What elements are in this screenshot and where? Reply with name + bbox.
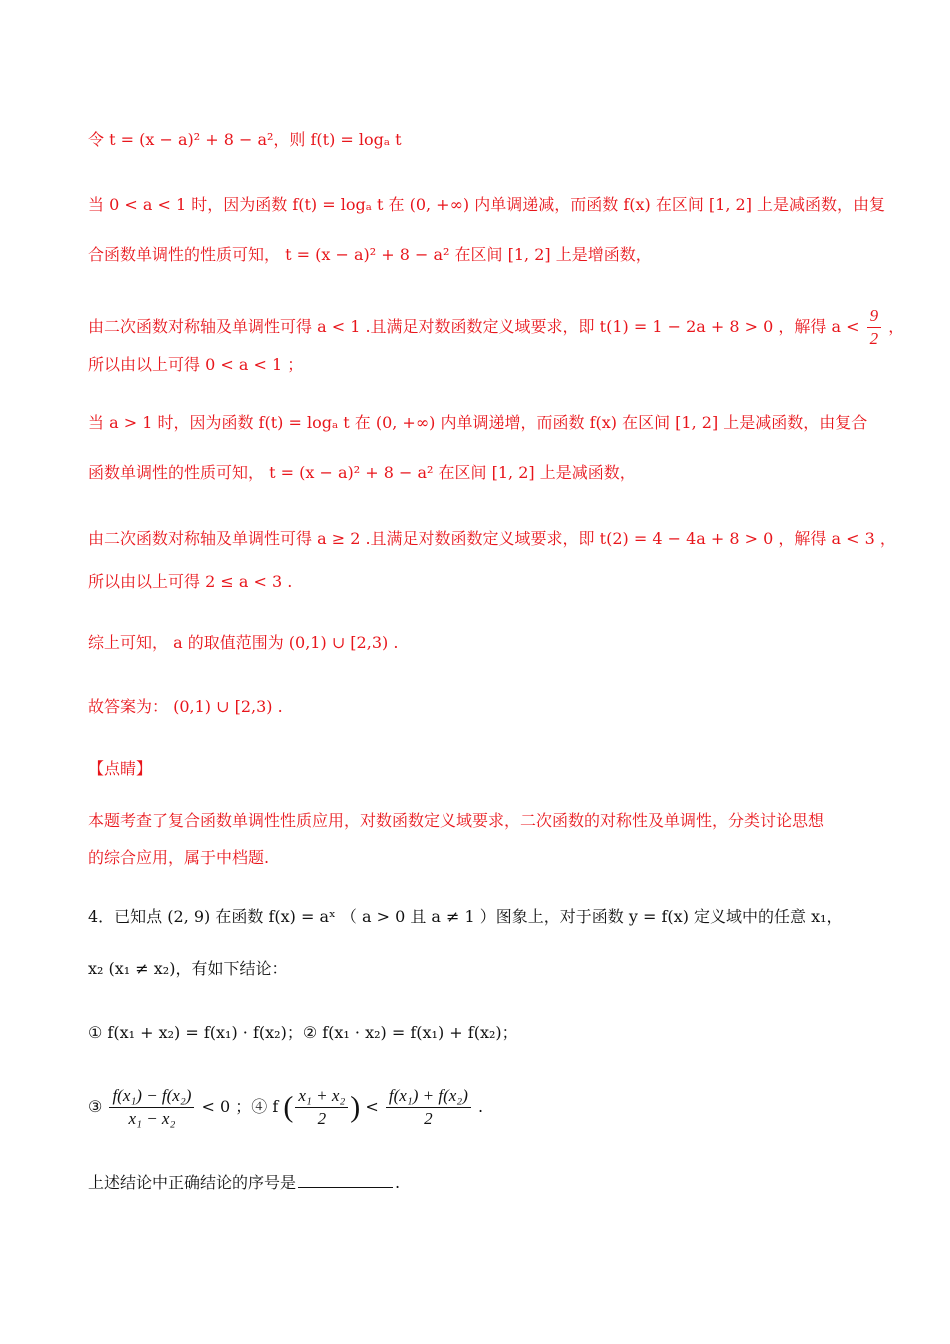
case2-line1: 当 a > 1 时，因为函数 f(t) = logₐ t 在 (0, +∞) 内单调递增，而函数 f(x) 在区间 [1, 2] 上是减函数，由复合 [88, 413, 868, 432]
summary-line: 综上可知， a 的取值范围为 (0,1) ∪ [2,3) . [88, 633, 399, 652]
fraction-numerator: f(x₁) − f(x₂) [109, 1085, 194, 1108]
case1-line3-end: ， [888, 317, 905, 336]
case1-line1: 当 0 < a < 1 时，因为函数 f(t) = logₐ t 在 (0, +∞) 内单调递减，而函数 f(x) 在区间 [1, 2] 上是减函数，由复 [88, 195, 886, 214]
case2-conclusion: 所以由以上可得 2 ≤ a < 3 . [88, 572, 293, 591]
statement-4-end: . [477, 1097, 484, 1116]
comment-line1: 本题考查了复合函数单调性性质应用，对数函数定义域要求，二次函数的对称性及单调性，分类讨论思想 [88, 811, 825, 830]
average-fraction [386, 1085, 471, 1130]
case1-line2: 合函数单调性的性质可知， t = (x − a)² + 8 − a² 在区间 [1, 2] 上是增函数， [88, 245, 652, 264]
statement-3-marker: ③ [88, 1097, 103, 1116]
prompt-end: . [395, 1173, 401, 1192]
fraction-numerator: x₁ + x₂ [295, 1085, 348, 1108]
fraction-nine-halves [867, 305, 882, 350]
case2-line2: 函数单调性的性质可知， t = (x − a)² + 8 − a² 在区间 [1, 2] 上是减函数， [88, 463, 636, 482]
question-stem-line2: x₂ (x₁ ≠ x₂)，有如下结论： [88, 959, 288, 978]
less-than-sign: < [365, 1097, 379, 1116]
statements-3-4 [88, 1082, 890, 1133]
case2-line3: 由二次函数对称轴及单调性可得 a ≥ 2 .且满足对数函数定义域要求，即 t(2) = 4 − 4a + 8 > 0 ，解得 a < 3 ， [88, 529, 896, 548]
comment-heading: 【点睛】 [88, 759, 153, 778]
prompt-text: 上述结论中正确结论的序号是 [88, 1173, 297, 1192]
case1-conclusion: 所以由以上可得 0 < a < 1 ； [88, 355, 304, 374]
case1-line3-text: 由二次函数对称轴及单调性可得 a < 1 .且满足对数函数定义域要求，即 t(1) = 1 − 2a + 8 > 0 ，解得 a < [88, 317, 860, 336]
comment-line2: 的综合应用，属于中档题. [88, 848, 270, 867]
fraction-denominator: 2 [424, 1109, 433, 1128]
fraction-denominator: x₁ − x₂ [128, 1109, 176, 1128]
fraction-numerator: f(x₁) + f(x₂) [386, 1085, 471, 1108]
question-stem-line1: 4．已知点 (2, 9) 在函数 f(x) = aˣ （ a > 0 且 a ≠ 1 ）图象上，对于函数 y = f(x) 定义域中的任意 x₁， [88, 907, 843, 926]
question-prompt [88, 1171, 890, 1195]
difference-quotient-fraction [109, 1085, 194, 1130]
case1-line3 [88, 305, 905, 350]
right-paren: ) [350, 1090, 361, 1124]
substitution-line: 令 t = (x − a)² + 8 − a²，则 f(t) = logₐ t [88, 130, 402, 149]
answer-blank[interactable] [298, 1171, 393, 1188]
statement-3-tail: < 0 ；④ f [201, 1097, 279, 1116]
fraction-numerator: 9 [867, 305, 882, 328]
midpoint-fraction [295, 1085, 348, 1130]
answer-line: 故答案为： (0,1) ∪ [2,3) . [88, 697, 283, 716]
left-paren: ( [283, 1090, 294, 1124]
fraction-denominator: 2 [869, 329, 879, 348]
fraction-denominator: 2 [317, 1109, 327, 1128]
statements-1-2: ① f(x₁ + x₂) = f(x₁) · f(x₂)；② f(x₁ · x₂) = f(x₁) + f(x₂)； [88, 1023, 518, 1042]
